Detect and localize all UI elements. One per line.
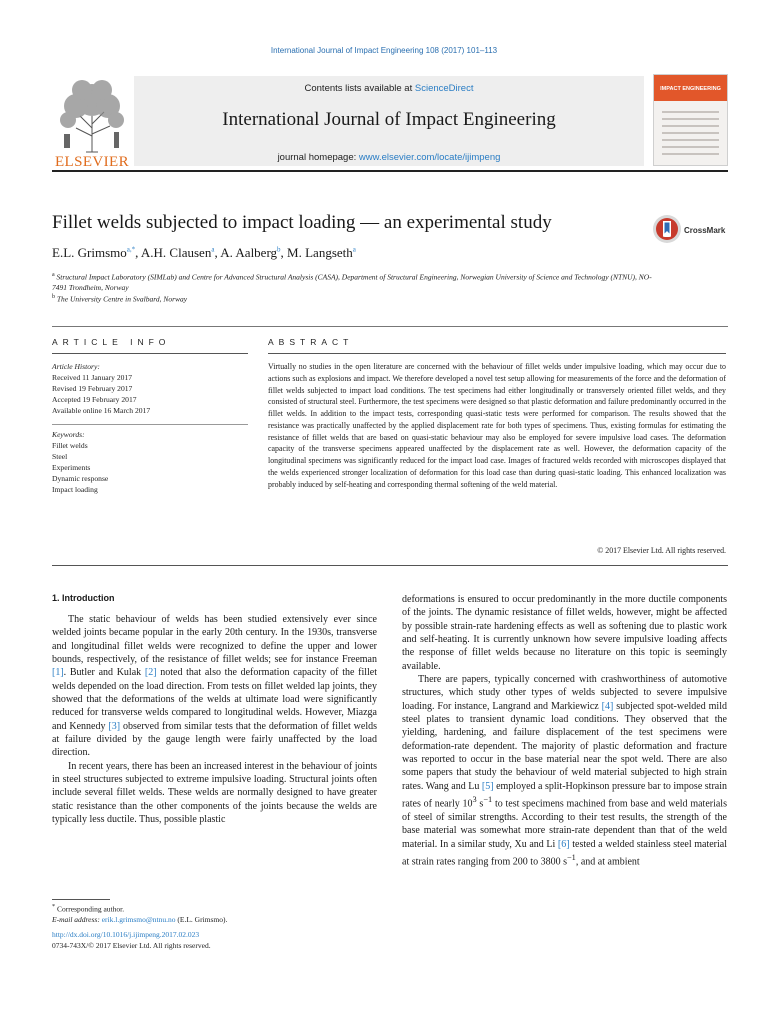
keyword: Dynamic response	[52, 474, 109, 483]
divider	[52, 424, 248, 425]
keyword: Experiments	[52, 463, 91, 472]
keywords	[52, 429, 248, 495]
paragraph: There are papers, typically concerned with crashworthiness of automotive structures, which study other types of welds subjected to severe impulsive loading. For instance, Langrand and Markiewicz [4] subjected spot-welded mild steel plates to transient dynamic load conditions. They observed that the yielding, hardening, and failure displacement of the test specimens were deformation-rate dependent. The majority of plastic deformation and fracture was reported to occur in the base material near the spot weld. There are also some papers that study the behaviour of weld material subjected to high strain rates. Wang and Lu [5] employed a split-Hopkinson pressure bar to impose strain rates of nearly $10^3$ $s^{-1}$ to test specimens machined from base and weld materials of steel of similar strengths. According to their test results, the strength of the base material was somewhat more strain-rate dependent than that of the weld material. In a similar study, Xu and Li [6] tested a welded stainless steel material at strain rates ranging from 200 to 3800 $s^{-1}$, and at ambient	[402, 674, 727, 868]
crossmark-badge[interactable]	[652, 214, 732, 248]
homepage-link[interactable]: www.elsevier.com/locate/ijimpeng	[358, 152, 501, 163]
reference-link[interactable]: [4]	[601, 700, 614, 712]
divider	[52, 326, 728, 327]
journal-masthead	[52, 72, 728, 172]
elsevier-tree-icon	[52, 76, 132, 154]
author-email-link[interactable]: erik.l.grimsmo@ntnu.no	[101, 915, 176, 924]
history-item: Available online 16 March 2017	[52, 406, 151, 415]
elsevier-logo[interactable]	[52, 76, 132, 168]
divider	[52, 565, 728, 566]
author[interactable]: A.H. Clausen$^a$	[140, 245, 215, 260]
crossmark-icon	[652, 214, 682, 244]
footnote: * Corresponding author. E-mail address: erik.l.grimsmo@ntnu.no (E.L. Grimsmo).	[52, 903, 228, 924]
reference-link[interactable]: [1]	[52, 667, 64, 679]
divider	[268, 353, 726, 354]
elsevier-wordmark: ELSEVIER	[54, 154, 130, 170]
author[interactable]: E.L. Grimsmo$^{a,*}$	[52, 245, 136, 260]
cover-title: IMPACT ENGINEERING	[654, 75, 727, 101]
article-info-heading: ARTICLE INFO	[52, 337, 171, 347]
journal-cover-thumbnail[interactable]	[653, 74, 728, 166]
keywords-label: Keywords:	[52, 430, 85, 439]
history-item: Accepted 19 February 2017	[52, 395, 137, 404]
footnote-rule	[52, 899, 110, 900]
paragraph: deformations is ensured to occur predominantly in the more ductile components of the joints. The dynamic resistance of fillet welds, however, might be affected by possible strain-rate hardening effects as well as softening due to plastic work and self-heating. It is currently unknown how severe impulsive loading affects the response of fillet welds because no literature on this topic is seemingly available.	[402, 594, 727, 672]
paragraph: In recent years, there has been an increased interest in the behaviour of joints in steel structures subjected to extreme impulsive loading. Structural joints often include several fillet welds. These welds are normally designed to have greater static resistance than the other components of the joints because the welds are typically less ductile. Thus, possible plastic	[52, 760, 377, 826]
history-label: Article History:	[52, 362, 100, 371]
doi-block	[52, 930, 211, 951]
homepage-prefix: journal homepage:	[277, 152, 359, 163]
journal-title: International Journal of Impact Engineering	[222, 109, 556, 130]
divider	[52, 353, 248, 354]
copyright-line: © 2017 Elsevier Ltd. All rights reserved.	[597, 546, 726, 555]
sciencedirect-link[interactable]: ScienceDirect	[414, 83, 474, 94]
affiliation: $^b$ The University Centre in Svalbard, Norway	[52, 294, 188, 304]
abstract-heading: ABSTRACT	[268, 337, 354, 347]
cover-decoration	[662, 111, 719, 160]
paragraph: The static behaviour of welds has been studied extensively ever since welded joints became popular in the early 20th century. In the 1930s, transverse and longitudinal fillet welds were recognized to define the upper and lower bounds, respectively, of the resistance of fillet welds; see for instance Freeman [1]. Butler and Kulak [2] noted that also the deformation capacity of the fillet welds depended on the load direction. From tests on fillet welded lap joints, they showed that the deformations of the welds at ultimate load were significantly reduced for transverse welds compared to longitudinal welds. However, Miazga and Kennedy [3] observed from similar tests that the deformation of fillet welds at failure divided by the gauge length were fairly unaffected by the load direction.	[52, 614, 377, 759]
keyword: Steel	[52, 452, 68, 461]
body-column-left	[52, 613, 377, 827]
keyword: Fillet welds	[52, 441, 88, 450]
article-history	[52, 361, 248, 416]
body-column-right	[402, 593, 727, 869]
reference-link[interactable]: [3]	[108, 720, 121, 732]
journal-citation[interactable]: International Journal of Impact Engineering 108 (2017) 101–113	[270, 46, 498, 55]
doi-link[interactable]: http://dx.doi.org/10.1016/j.ijimpeng.2017.02.023	[52, 930, 200, 939]
history-item: Revised 19 February 2017	[52, 384, 133, 393]
journal-homepage	[134, 152, 644, 163]
affiliation: $^a$ Structural Impact Laboratory (SIMLab) and Centre for Advanced Structural Analysis (CASA), Department of Structural Engineering, Norwegian University of Science and Technology (NTNU), NO-7491 Trondheim, Norway	[52, 272, 652, 292]
author[interactable]: A. Aalberg$^b$	[220, 245, 281, 260]
keyword: Impact loading	[52, 485, 98, 494]
reference-link[interactable]: [5]	[481, 780, 494, 792]
crossmark-label: CrossMark	[684, 226, 726, 235]
article-title: Fillet welds subjected to impact loading — an experimental study	[52, 212, 552, 233]
reference-link[interactable]: [6]	[557, 838, 570, 850]
abstract-text: Virtually no studies in the open literature are concerned with the behaviour of fillet welds under impulsive loading, which may occur due to actions such as explosions and impact. We therefore developed a novel test setup allowing for measurements of the force and the deformation of fillet welds subjected to impact load conditions. The test specimens had either longitudinally or transversely oriented fillet welds, and they consisted of structural steel. Furthermore, the test specimens were designed so that plastic deformation and failure predominantly occurred in the fillet welds. In addition to the impact tests, corresponding quasi-static tests were performed for comparison. The results showed that the resistance was practically unaffected by the applied displacement rate for both types of specimens. Thus, existing formulas for estimating the resistance of fillet welds that are based on quasi-static behaviour may also be employed for severe impulsive load cases. The deformation capacity of the transverse specimens appeared unaffected by the displacement rate as well. However, the deformation capacity of the longitudinal specimens was significantly reduced for the impact load case. Images of fractured welds recorded with microscopes displayed that the welds experienced stronger localization of deformation for this load case than during quasi-static loading. This enhanced localization was probably induced by self-heating and corresponding thermal softening of the weld material.	[268, 362, 726, 489]
contents-line	[134, 83, 644, 94]
history-item: Received 11 January 2017	[52, 373, 133, 382]
section-heading: 1. Introduction	[52, 593, 115, 603]
author-list: E.L. Grimsmo$^{a,*}$, A.H. Clausen$^a$, A. Aalberg$^b$, M. Langseth$^a$	[52, 245, 356, 260]
contents-prefix: Contents lists available at	[304, 83, 415, 94]
author[interactable]: M. Langseth$^a$	[287, 245, 356, 260]
reference-link[interactable]: [2]	[144, 667, 157, 679]
issn-line: 0734-743X/© 2017 Elsevier Ltd. All rights reserved.	[52, 940, 211, 950]
